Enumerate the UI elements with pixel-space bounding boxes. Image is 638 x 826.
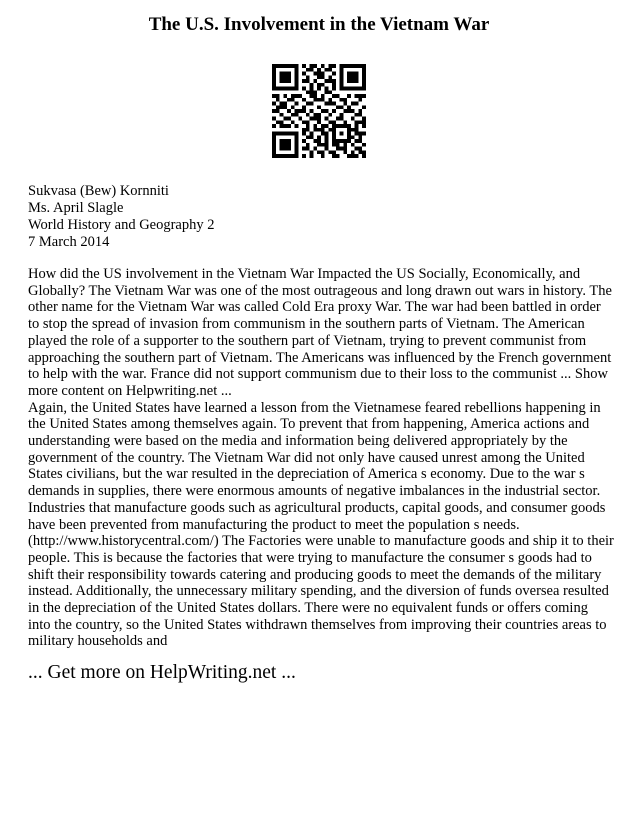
get-more-link[interactable]: ... Get more on HelpWriting.net ...	[28, 662, 296, 683]
paragraph: Again, the United States have learned a lesson from the Vietnamese feared rebellions happening in the United States among themselves again. To prevent that from happening, America actions and understanding were based on the media and information being delivered appropriately by the government of the country. The Vietnam War did not only have caused unrest among the United States civilians, but the war resulted in the depreciation of America s economy. Due to the war s demands in supplies, there were enormous amounts of negative imbalances in the industrial sector. Industries that manufacture goods such as agricultural products, capital goods, and consumer goods have been prevented from manufacturing the product to meet the population s needs. (http://www.historycentral.com/) The Factories were unable to manufacture goods and ship it to their people. This is because the factories that were trying to manufacture the consumer s goods had to shift their responsibility towards catering and producing goods to meet the demands of the military instead. Additionally, the unnecessary military spending, and the diversion of funds oversea resulted in the depreciation of the United States dollars. There were no equivalent funds or offers coming into the country, so the United States withdrawn themselves from improving their countries areas to military households and	[28, 399, 614, 650]
qr-code-graphic	[272, 64, 366, 158]
paragraph: How did the US involvement in the Vietnam War Impacted the US Socially, Economically, and Globally? The Vietnam War was one of the most outrageous and long drawn out wars in history. The other name for the Vietnam War was called Cold Era proxy War. The war had been battled in order to stop the spread of invasion from communism in the southern parts of Vietnam. The American played the role of a supporter to the southern part of Vietnam, trying to prevent communist from approaching the southern part of Vietnam. The Americans was influenced by the French government to help with the war. France did not support communism due to their loss to the communist ... Show more content on Helpwriting.net ...	[28, 266, 612, 399]
document-date: 7 March 2014	[28, 234, 110, 250]
document-title: The U.S. Involvement in the Vietnam War	[148, 14, 490, 35]
course-name: World History and Geography 2	[28, 217, 215, 233]
document-header	[28, 183, 215, 251]
qr-code-icon[interactable]	[272, 64, 366, 158]
teacher-name: Ms. April Slagle	[28, 200, 124, 216]
author-name: Sukvasa (Bew) Kornniti	[28, 183, 169, 199]
document-body	[28, 266, 614, 650]
